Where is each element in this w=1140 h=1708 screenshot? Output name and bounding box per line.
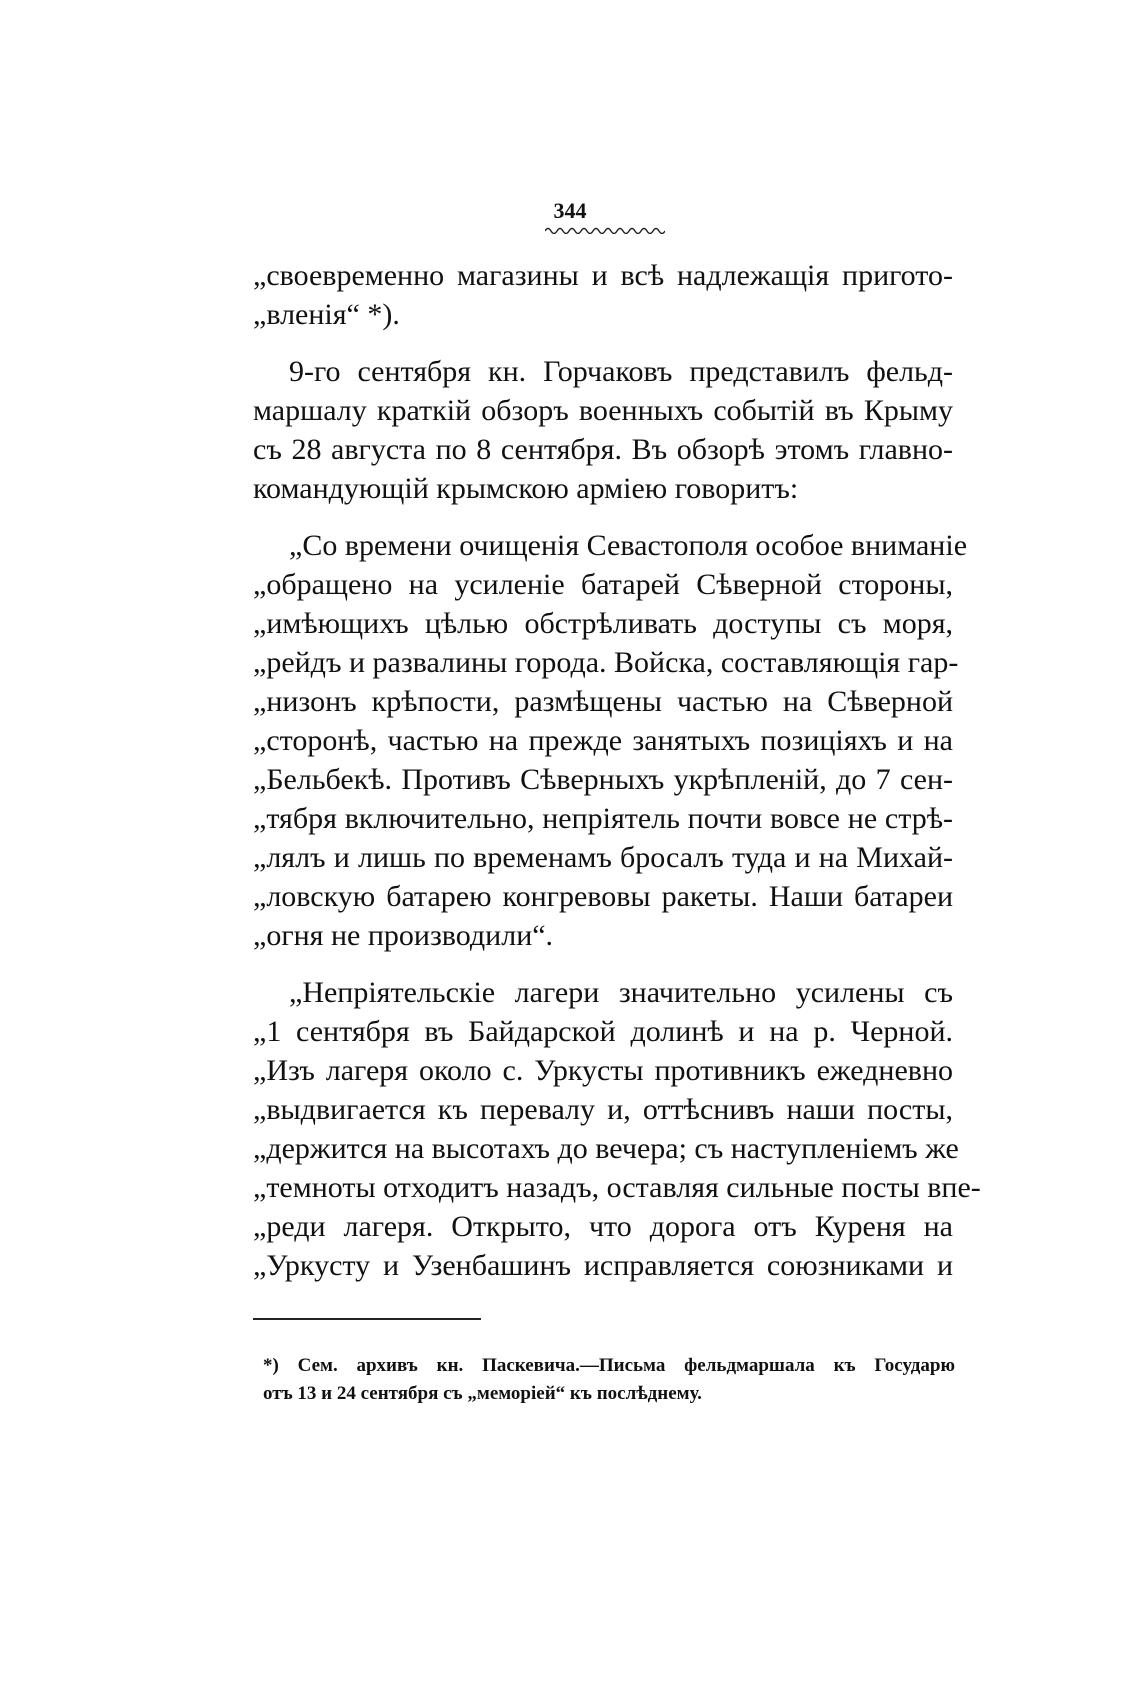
text-line: „Бельбекѣ. Противъ Сѣверныхъ укрѣпленій, до 7 сен- [253,763,953,796]
paragraph-gap [253,508,953,526]
text-line: „огня не производили“. [253,919,554,952]
text-line: „обращено на усиленіе батарей Сѣверной стороны, [253,568,953,601]
text-line: „выдвигается къ перевалу и, оттѣснивъ наши посты, [253,1093,953,1126]
text-line: „темноты отходитъ назадъ, оставляя сильные посты впе- [253,1171,981,1204]
text-line: „вленія“ *). [253,298,400,331]
text-line: командующій крымскою арміею говоритъ: [253,472,799,505]
wavy-underline-ornament [545,226,665,234]
text-line: „своевременно магазины и всѣ надлежащія пригото- [253,259,953,292]
text-line: „Уркусту и Узенбашинъ исправляется союзниками и [253,1249,953,1282]
text-line: съ 28 августа по 8 сентября. Въ обзорѣ этомъ главно- [253,433,953,466]
paragraph-gap [253,334,953,352]
footnote-divider [253,1318,481,1320]
text-line: маршалу краткій обзоръ военныхъ событій въ Крыму [253,394,953,427]
text-line: 9-го сентября кн. Горчаковъ представилъ фельд- [289,355,953,388]
page-number-container [0,198,1140,224]
text-line: „рейдъ и развалины города. Войска, составляющія гар- [253,646,959,679]
text-line: „сторонѣ, частью на прежде занятыхъ позиціяхъ и на [253,724,953,757]
text-line: „1 сентября въ Байдарской долинѣ и на р. Черной. [253,1015,953,1048]
footnote-line: *) Сем. архивъ кн. Паскевича.—Письма фельдмаршала къ Государю [263,1355,955,1376]
text-line: „Изъ лагеря около с. Уркусты противникъ ежедневно [253,1054,953,1087]
text-line: „держится на высотахъ до вечера; съ наступленіемъ же [253,1132,959,1165]
paragraph-gap [253,955,953,973]
text-line: „лялъ и лишь по временамъ бросалъ туда и на Михай- [253,841,953,874]
text-line: „имѣющихъ цѣлью обстрѣливать доступы съ моря, [253,607,953,640]
text-line: „тября включительно, непріятель почти вовсе не стрѣ- [253,802,953,835]
text-line: „Непріятельскіе лагери значительно усилены съ [289,976,953,1009]
text-line: „Со времени очищенія Севастополя особое вниманіе [289,529,968,562]
text-line: „ловскую батарею конгревовы ракеты. Наши батареи [253,880,953,913]
body-text [253,256,981,1285]
footnote [263,1352,955,1408]
text-line: „низонъ крѣпости, размѣщены частью на Сѣверной [253,685,953,718]
footnote-line: отъ 13 и 24 сентября съ „меморіей“ къ послѣднему. [263,1383,702,1404]
text-line: „реди лагеря. Открыто, что дорога отъ Куреня на [253,1210,953,1243]
page-number: 344 [553,198,587,223]
